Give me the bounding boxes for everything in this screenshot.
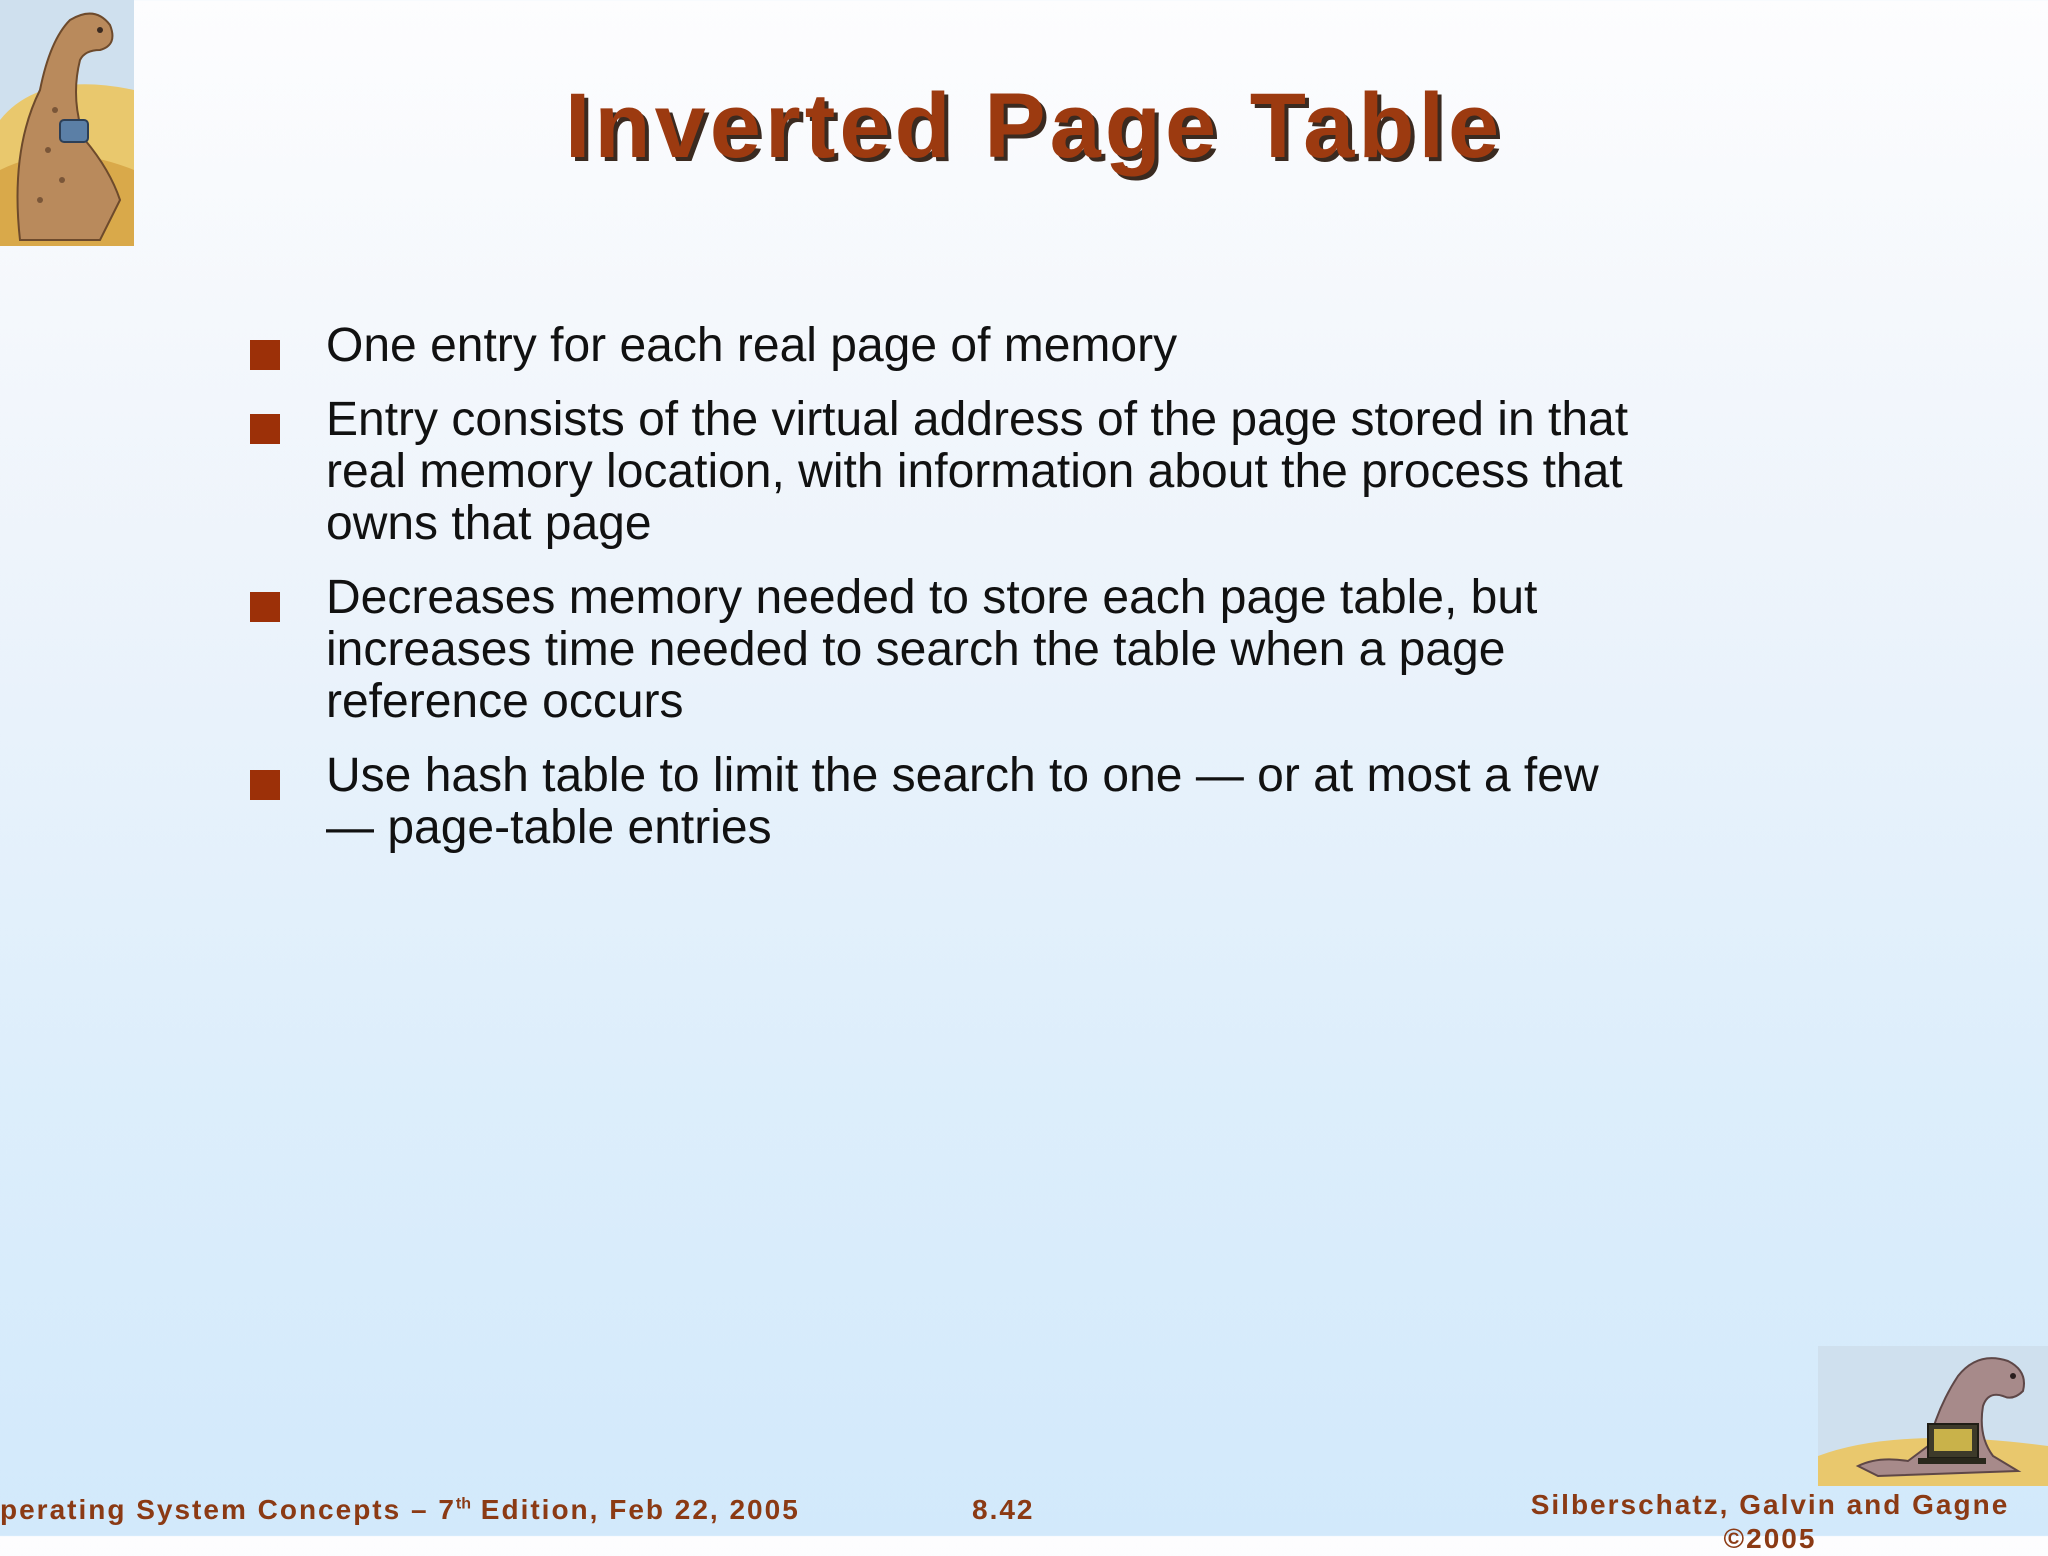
footer-copyright: ©2005 xyxy=(1723,1523,1817,1554)
square-bullet-icon xyxy=(250,770,280,800)
footer-authors: Silberschatz, Galvin and Gagne xyxy=(1530,1489,2010,1520)
dinosaur-laptop-logo xyxy=(1818,1346,2048,1486)
footer-authors-block xyxy=(1500,1488,2040,1556)
bullet-list xyxy=(250,320,1650,876)
footer-course-text: perating System Concepts – 7 xyxy=(0,1494,456,1525)
footer-course-info xyxy=(0,1494,800,1526)
square-bullet-icon xyxy=(250,340,280,370)
bullet-text: Use hash table to limit the search to one — or at most a few — page-table entries xyxy=(326,749,1599,854)
footer-edition-date: Edition, Feb 22, 2005 xyxy=(471,1494,800,1525)
bullet-text: Decreases memory needed to store each page table, but increases time needed to search the table when a page reference occurs xyxy=(326,571,1538,728)
bullet-item xyxy=(250,572,1650,728)
slide-title: Inverted Page Table xyxy=(564,75,1504,177)
footer-superscript: th xyxy=(455,1495,472,1513)
bullet-text: One entry for each real page of memory xyxy=(326,319,1178,372)
bullet-item xyxy=(250,320,1650,372)
bullet-text: Entry consists of the virtual address of the page stored in that real memory location, with information about the process that owns that page xyxy=(326,393,1629,550)
square-bullet-icon xyxy=(250,414,280,444)
square-bullet-icon xyxy=(250,592,280,622)
page-number: 8.42 xyxy=(972,1494,1035,1525)
bullet-item xyxy=(250,394,1650,550)
bullet-item xyxy=(250,750,1650,854)
